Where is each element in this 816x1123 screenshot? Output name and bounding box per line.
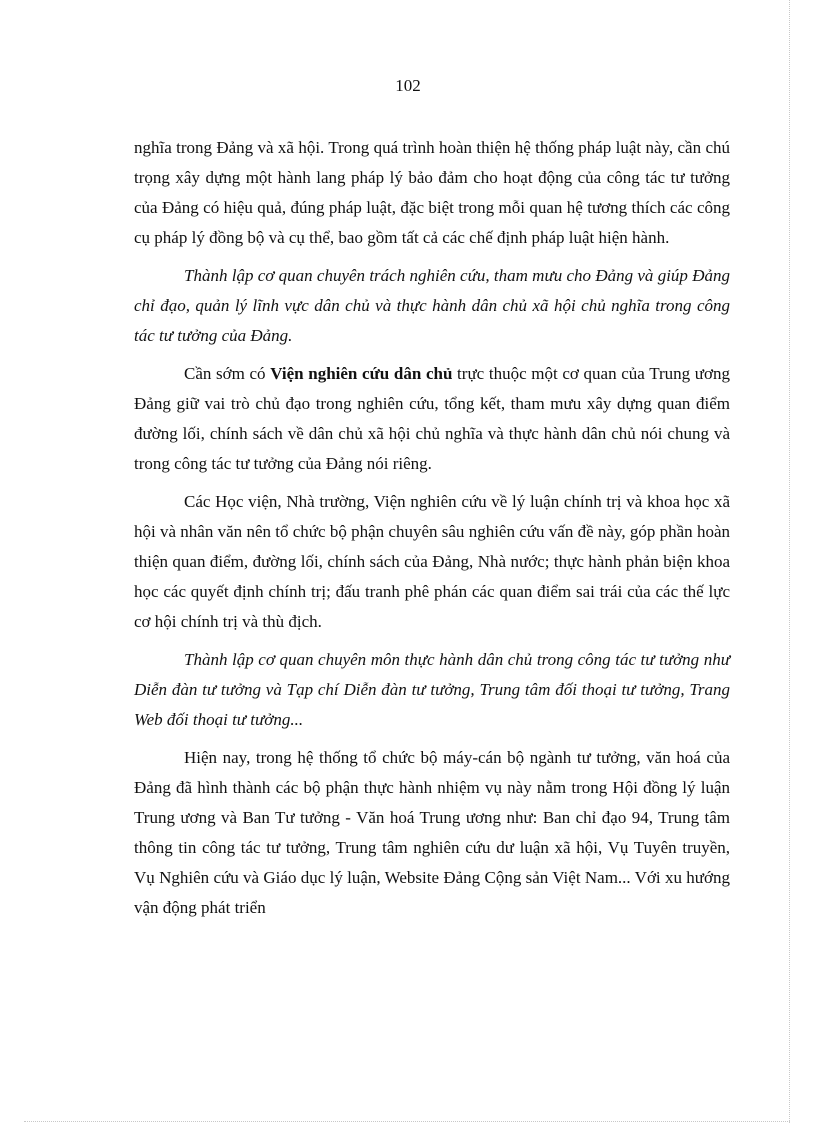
paragraph-4: Các Học viện, Nhà trường, Viện nghiên cứu về lý luận chính trị và khoa học xã hội và nhân văn nên tổ chức bộ phận chuyên sâu nghiên cứu vấn đề này, góp phần hoàn thiện quan điểm, đường lối, chính sách của Đảng, Nhà nước; thực hành phản biện khoa học các quyết định chính trị; đấu tranh phê phán các quan điểm sai trái của các thế lực cơ hội chính trị và thù địch. [134, 492, 730, 631]
paragraph-3-rest: trực thuộc một cơ quan của Trung ương Đảng giữ vai trò chủ đạo trong nghiên cứu, tổng kết, tham mưu xây dựng quan điểm đường lối, chính sách về dân chủ xã hội chủ nghĩa và thực hành dân chủ nói chung và trong công tác tư tưởng của Đảng nói riêng. [134, 364, 730, 473]
paragraph-2: Thành lập cơ quan chuyên trách nghiên cứu, tham mưu cho Đảng và giúp Đảng chỉ đạo, quản lý lĩnh vực dân chủ và thực hành dân chủ xã hội chủ nghĩa trong công tác tư tưởng của Đảng. [134, 266, 730, 345]
paragraph-1: nghĩa trong Đảng và xã hội. Trong quá trình hoàn thiện hệ thống pháp luật này, cần chú trọng xây dựng một hành lang pháp lý bảo đảm cho hoạt động của công tác tư tưởng của Đảng có hiệu quả, đúng pháp luật, đặc biệt trong mỗi quan hệ tương thích các công cụ pháp lý đồng bộ và cụ thể, bao gồm tất cả các chế định pháp luật hiện hành. [134, 138, 730, 247]
document-body [134, 133, 730, 931]
institute-name: Viện nghiên cứu dân chủ [270, 364, 453, 383]
page-number: 102 [395, 76, 421, 95]
paragraph-5: Thành lập cơ quan chuyên môn thực hành dân chủ trong công tác tư tưởng như Diễn đàn tư tưởng và Tạp chí Diễn đàn tư tưởng, Trung tâm đối thoại tư tưởng, Trang Web đối thoại tư tưởng... [134, 650, 730, 729]
paragraph-3-lead: Cần sớm có [184, 364, 271, 383]
paragraph-6: Hiện nay, trong hệ thống tổ chức bộ máy-cán bộ ngành tư tưởng, văn hoá của Đảng đã hình thành các bộ phận thực hành nhiệm vụ này nằm trong Hội đồng lý luận Trung ương và Ban Tư tưởng - Văn hoá Trung ương như: Ban chỉ đạo 94, Trung tâm thông tin công tác tư tưởng, Trung tâm nghiên cứu dư luận xã hội, Vụ Tuyên truyền, Vụ Nghiên cứu và Giáo dục lý luận, Website Đảng Cộng sản Việt Nam... Với xu hướng vận động phát triển [134, 748, 730, 917]
page-border-right [789, 0, 790, 1123]
paragraph-3 [134, 359, 730, 479]
page-border-bottom [24, 1121, 790, 1122]
